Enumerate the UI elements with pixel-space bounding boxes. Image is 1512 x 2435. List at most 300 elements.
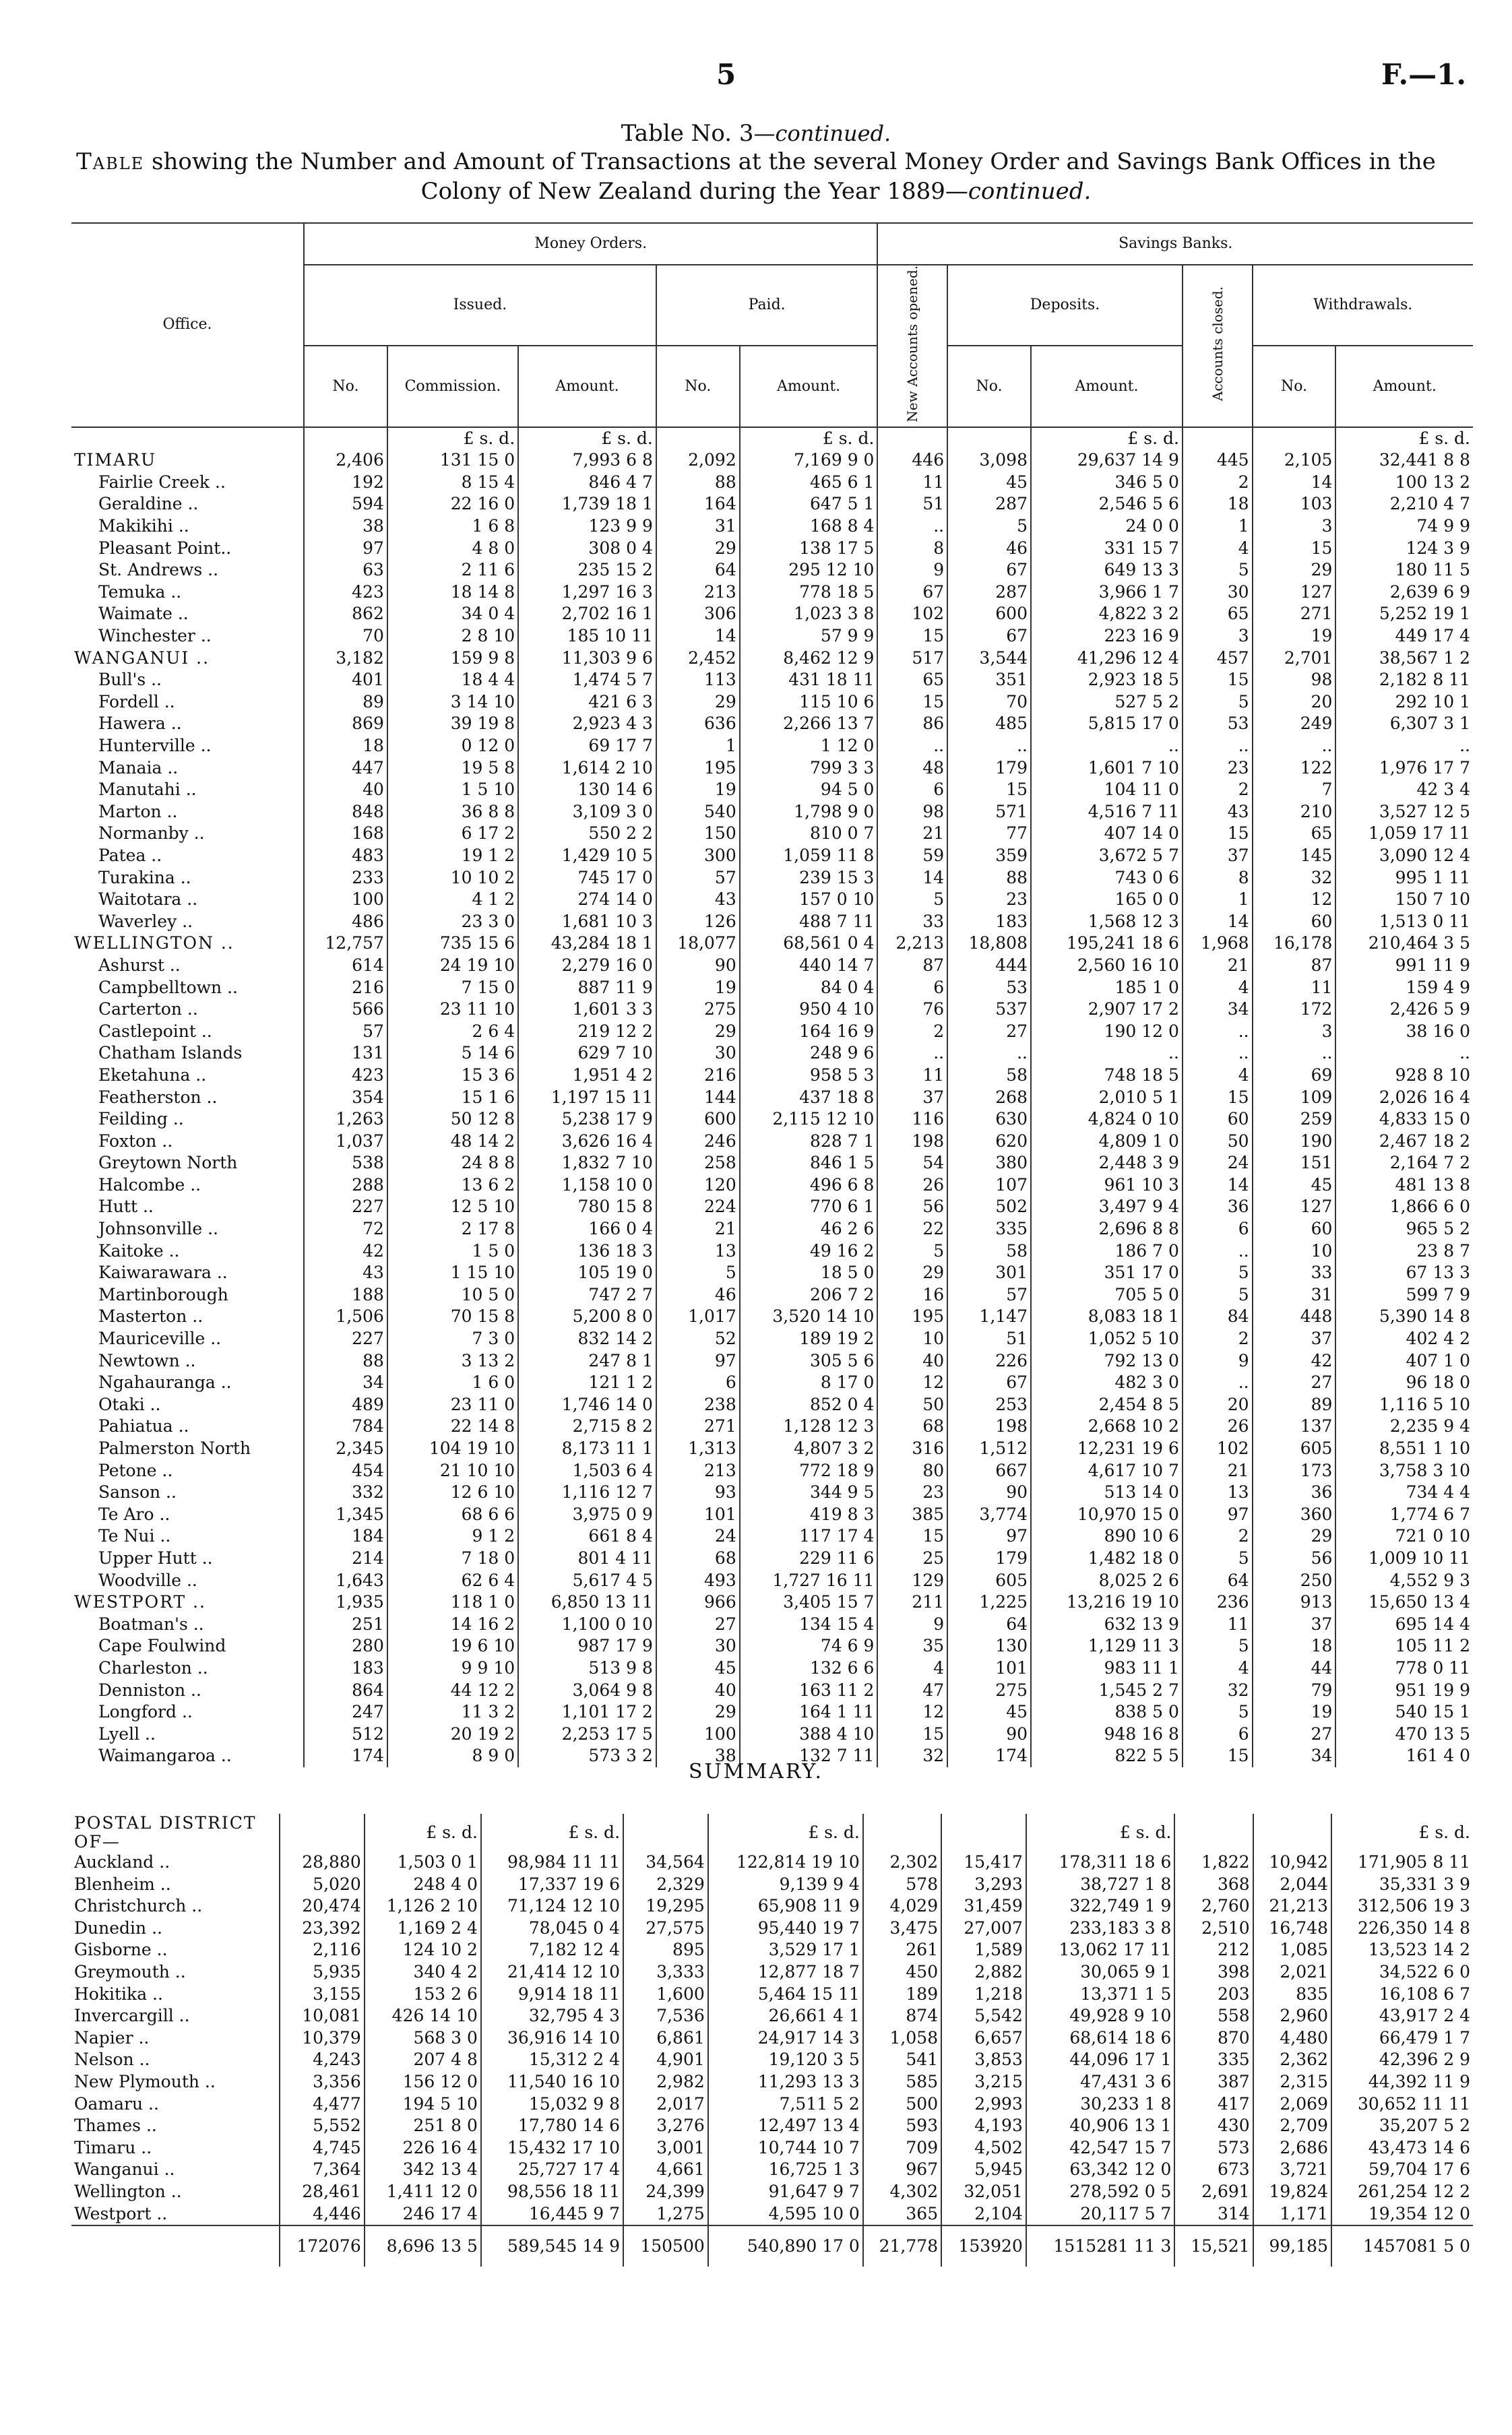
table-cell: 747 2 7 <box>518 1284 656 1306</box>
table-cell: 1,225 <box>947 1591 1031 1614</box>
table-cell: 1,263 <box>304 1108 387 1131</box>
table-cell: 32 <box>1183 1680 1253 1702</box>
table-cell: 5 <box>877 889 947 911</box>
table-cell: 3,966 1 7 <box>1031 581 1183 604</box>
table-row <box>71 713 1473 735</box>
table-row <box>71 1548 1473 1570</box>
table-row <box>71 625 1473 647</box>
table-cell: 131 <box>304 1042 387 1065</box>
summary-cell: 47,431 3 6 <box>1026 2071 1175 2093</box>
office-name: Pleasant Point.. <box>98 538 232 558</box>
table-cell: 15 <box>877 625 947 647</box>
table-cell: 224 <box>656 1196 740 1218</box>
summary-cell: 28,880 <box>280 1852 365 1874</box>
summary-cell: 25,727 17 4 <box>481 2159 623 2181</box>
table-cell: 2,560 16 10 <box>1031 955 1183 977</box>
summary-cell: 4,502 <box>941 2137 1026 2159</box>
summary-cell: 342 13 4 <box>365 2159 481 2181</box>
table-cell: 67 <box>947 1372 1031 1394</box>
summary-cell: 5,020 <box>280 1874 365 1896</box>
summary-cell: 2,329 <box>623 1874 708 1896</box>
table-cell: 1,643 <box>304 1570 387 1592</box>
summary-cell: 4,302 <box>863 2181 941 2203</box>
table-row <box>71 449 1473 472</box>
summary-cell: 2,993 <box>941 2093 1026 2116</box>
table-cell: 446 <box>877 449 947 472</box>
summary-cell: 7,511 5 2 <box>708 2093 863 2116</box>
table-cell: 772 18 9 <box>740 1460 878 1482</box>
table-cell: 983 11 1 <box>1031 1657 1183 1680</box>
table-cell: 134 15 4 <box>740 1614 878 1636</box>
table-cell: 219 12 2 <box>518 1021 656 1043</box>
summary-label: POSTAL DISTRICT OF— <box>74 1813 257 1852</box>
table-cell: 1,345 <box>304 1504 387 1526</box>
table-cell: 2,182 8 11 <box>1335 669 1473 691</box>
summary-cell: 194 5 10 <box>365 2093 481 2116</box>
table-cell: 2 8 10 <box>387 625 518 647</box>
table-cell: 2,448 3 9 <box>1031 1152 1183 1174</box>
table-cell: 1,727 16 11 <box>740 1570 878 1592</box>
table-cell: 24 0 0 <box>1031 515 1183 538</box>
summary-cell: 19,120 3 5 <box>708 2049 863 2071</box>
office-name: WANGANUI .. <box>74 647 210 668</box>
table-cell: 53 <box>1183 713 1253 735</box>
table-cell: 280 <box>304 1635 387 1657</box>
table-cell: 68 6 6 <box>387 1504 518 1526</box>
table-cell: 600 <box>947 603 1031 625</box>
summary-cell: 98,984 11 11 <box>481 1852 623 1874</box>
table-caption <box>73 147 1439 206</box>
table-cell: 179 <box>947 757 1031 780</box>
table-row <box>71 515 1473 538</box>
table-cell: 275 <box>656 999 740 1021</box>
summary-title: SUMMARY. <box>688 1760 824 1783</box>
summary-cell: 66,479 1 7 <box>1331 2027 1473 2050</box>
summary-cell: 578 <box>863 1874 941 1896</box>
table-cell: 46 <box>947 538 1031 560</box>
table-cell: 862 <box>304 603 387 625</box>
summary-cell: 4,595 10 0 <box>708 2203 863 2226</box>
office-name: WESTPORT .. <box>74 1592 206 1612</box>
summary-cell: 21,414 12 10 <box>481 1961 623 1984</box>
summary-cell: 49,928 9 10 <box>1026 2005 1175 2027</box>
table-cell: 332 <box>304 1482 387 1504</box>
table-cell: 60 <box>1183 1108 1253 1131</box>
deposits-header: Deposits. <box>947 265 1183 346</box>
units-spacer <box>656 427 740 450</box>
table-cell: 1,297 16 3 <box>518 581 656 604</box>
table-cell: 14 <box>1183 911 1253 933</box>
office-name: Woodville .. <box>98 1570 197 1590</box>
total-cell: 8,696 13 5 <box>365 2225 481 2267</box>
summary-row <box>71 2203 1473 2226</box>
table-row <box>71 1284 1473 1306</box>
table-cell: 1,976 17 7 <box>1335 757 1473 780</box>
table-cell: 770 6 1 <box>740 1196 878 1218</box>
summary-cell: 2,069 <box>1253 2093 1331 2116</box>
summary-cell: 398 <box>1174 1961 1253 1984</box>
table-cell: 23 8 7 <box>1335 1240 1473 1263</box>
table-cell: 13 6 2 <box>387 1174 518 1197</box>
summary-row <box>71 1961 1473 1984</box>
table-cell: 620 <box>947 1131 1031 1153</box>
title-suffix: —continued. <box>753 121 891 146</box>
table-cell: 67 <box>877 581 947 604</box>
summary-cell: 27,575 <box>623 1918 708 1940</box>
table-cell: 2,115 12 10 <box>740 1108 878 1131</box>
table-cell: 109 <box>1253 1087 1336 1109</box>
table-cell: 14 <box>1183 1174 1253 1197</box>
table-cell: 950 4 10 <box>740 999 878 1021</box>
table-cell: 961 10 3 <box>1031 1174 1183 1197</box>
table-cell: 137 <box>1253 1416 1336 1438</box>
table-row <box>71 1614 1473 1636</box>
table-row <box>71 1372 1473 1394</box>
table-cell: 512 <box>304 1724 387 1746</box>
office-name: Newtown .. <box>98 1350 196 1370</box>
table-cell: 2 6 4 <box>387 1021 518 1043</box>
summary-cell: 226,350 14 8 <box>1331 1918 1473 1940</box>
table-cell: 89 <box>1253 1394 1336 1416</box>
table-cell: 52 <box>656 1328 740 1350</box>
district-name: Blenheim .. <box>74 1874 171 1894</box>
summary-cell: 20,474 <box>280 1895 365 1918</box>
table-cell: 4,833 15 0 <box>1335 1108 1473 1131</box>
summary-cell: 2,017 <box>623 2093 708 2116</box>
summary-cell: 44,392 11 9 <box>1331 2071 1473 2093</box>
table-cell: 223 16 9 <box>1031 625 1183 647</box>
table-cell: 21 <box>656 1218 740 1240</box>
table-cell: 90 <box>947 1724 1031 1746</box>
summary-cell: 65,908 11 9 <box>708 1895 863 1918</box>
table-cell: 10 5 0 <box>387 1284 518 1306</box>
table-cell: 38,567 1 2 <box>1335 647 1473 670</box>
table-cell: .. <box>877 515 947 538</box>
summary-cell: 2,960 <box>1253 2005 1331 2027</box>
summary-cell: 20,117 5 7 <box>1026 2203 1175 2226</box>
table-cell: 118 1 0 <box>387 1591 518 1614</box>
table-cell: 465 6 1 <box>740 472 878 494</box>
table-cell: 869 <box>304 713 387 735</box>
summary-cell: 541 <box>863 2049 941 2071</box>
summary-cell: 34,564 <box>623 1852 708 1874</box>
summary-cell: 3,721 <box>1253 2159 1331 2181</box>
table-row <box>71 1525 1473 1548</box>
summary-cell: 1,411 12 0 <box>365 2181 481 2203</box>
table-cell: 129 <box>877 1570 947 1592</box>
table-cell: 5 <box>1183 1701 1253 1724</box>
office-name: Foxton .. <box>98 1131 173 1151</box>
table-cell: 351 <box>947 669 1031 691</box>
summary-row <box>71 2071 1473 2093</box>
office-name: Cape Foulwind <box>98 1636 226 1656</box>
summary-cell: 870 <box>1174 2027 1253 2050</box>
table-cell: 39 19 8 <box>387 713 518 735</box>
summary-row <box>71 2115 1473 2137</box>
table-cell: 448 <box>1253 1306 1336 1328</box>
table-cell: 11,303 9 6 <box>518 647 656 670</box>
table-row <box>71 1460 1473 1482</box>
table-cell: 540 <box>656 801 740 823</box>
summary-cell: 1,600 <box>623 1984 708 2006</box>
table-cell: 566 <box>304 999 387 1021</box>
summary-cell: 3,155 <box>280 1984 365 2006</box>
table-cell: 42 3 4 <box>1335 779 1473 801</box>
table-cell: 38 <box>656 1745 740 1767</box>
table-cell: 93 <box>656 1482 740 1504</box>
district-name: Wanganui .. <box>74 2159 175 2180</box>
table-cell: 271 <box>656 1416 740 1438</box>
office-name: Manutahi .. <box>98 780 197 800</box>
district-name: Nelson .. <box>74 2050 150 2070</box>
table-cell: 27 <box>656 1614 740 1636</box>
table-cell: 1 15 10 <box>387 1262 518 1284</box>
table-cell: 8 <box>877 538 947 560</box>
table-row <box>71 955 1473 977</box>
summary-cell: 32,795 4 3 <box>481 2005 623 2027</box>
table-cell: 2,213 <box>877 932 947 955</box>
table-cell: 1,116 5 10 <box>1335 1394 1473 1416</box>
table-cell: 102 <box>1183 1438 1253 1460</box>
table-cell: 44 12 2 <box>387 1680 518 1702</box>
table-cell: 24 <box>656 1525 740 1548</box>
table-cell: 27 <box>1253 1372 1336 1394</box>
table-cell: 360 <box>1253 1504 1336 1526</box>
table-cell: 19 <box>656 977 740 999</box>
table-cell: 58 <box>947 1240 1031 1263</box>
table-cell: 29 <box>656 1701 740 1724</box>
summary-cell: 19,295 <box>623 1895 708 1918</box>
office-name: Martinborough <box>98 1284 228 1304</box>
summary-cell: 13,062 17 11 <box>1026 1939 1175 1961</box>
table-cell: 60 <box>1253 1218 1336 1240</box>
office-name: Kaiwarawara .. <box>98 1263 228 1283</box>
table-cell: 157 0 10 <box>740 889 878 911</box>
summary-cell: 3,215 <box>941 2071 1026 2093</box>
summary-cell: 34,522 6 0 <box>1331 1961 1473 1984</box>
table-cell: 51 <box>947 1328 1031 1350</box>
summary-cell: 2,104 <box>941 2203 1026 2226</box>
table-cell: 13 <box>656 1240 740 1263</box>
table-cell: 1,601 3 3 <box>518 999 656 1021</box>
summary-cell: 59,704 17 6 <box>1331 2159 1473 2181</box>
table-row <box>71 1262 1473 1284</box>
table-cell: 2,345 <box>304 1438 387 1460</box>
table-cell: 36 <box>1253 1482 1336 1504</box>
summary-cell: 156 12 0 <box>365 2071 481 2093</box>
table-cell: 1,429 10 5 <box>518 845 656 867</box>
table-cell: 13,216 19 10 <box>1031 1591 1183 1614</box>
table-cell: 10 10 2 <box>387 867 518 889</box>
table-cell: 198 <box>877 1131 947 1153</box>
table-cell: 127 <box>1253 1196 1336 1218</box>
table-cell: 210,464 3 5 <box>1335 932 1473 955</box>
table-cell: 47 <box>877 1680 947 1702</box>
table-cell: 1,746 14 0 <box>518 1394 656 1416</box>
table-cell: 948 16 8 <box>1031 1724 1183 1746</box>
table-cell: 1,037 <box>304 1131 387 1153</box>
table-cell: 1,568 12 3 <box>1031 911 1183 933</box>
table-row <box>71 1657 1473 1680</box>
summary-cell: 3,853 <box>941 2049 1026 2071</box>
table-cell: 667 <box>947 1460 1031 1482</box>
summary-cell: 278,592 0 5 <box>1026 2181 1175 2203</box>
table-cell: 2,010 5 1 <box>1031 1087 1183 1109</box>
table-cell: 958 5 3 <box>740 1065 878 1087</box>
district-name: Hokitika .. <box>74 1984 163 2004</box>
table-cell: 19 5 8 <box>387 757 518 780</box>
total-cell: 150500 <box>623 2225 708 2267</box>
table-cell: 34 <box>304 1372 387 1394</box>
table-cell: 136 18 3 <box>518 1240 656 1263</box>
table-cell: 29,637 14 9 <box>1031 449 1183 472</box>
summary-cell: 6,861 <box>623 2027 708 2050</box>
table-cell: 132 6 6 <box>740 1657 878 1680</box>
table-cell: 748 18 5 <box>1031 1065 1183 1087</box>
table-cell: 49 16 2 <box>740 1240 878 1263</box>
table-cell: 275 <box>947 1680 1031 1702</box>
table-row <box>71 823 1473 845</box>
units-spacer <box>877 427 947 450</box>
table-cell: 40 <box>304 779 387 801</box>
table-cell: 780 15 8 <box>518 1196 656 1218</box>
table-cell: 801 4 11 <box>518 1548 656 1570</box>
table-cell: 31 <box>656 515 740 538</box>
table-cell: 483 <box>304 845 387 867</box>
table-cell: 331 15 7 <box>1031 538 1183 560</box>
table-cell: 96 18 0 <box>1335 1372 1473 1394</box>
summary-cell: 13,371 1 5 <box>1026 1984 1175 2006</box>
table-cell: 126 <box>656 911 740 933</box>
table-cell: 661 8 4 <box>518 1525 656 1548</box>
table-cell: 226 <box>947 1350 1031 1372</box>
table-cell: .. <box>1183 1240 1253 1263</box>
summary-cell: 153 2 6 <box>365 1984 481 2006</box>
table-cell: 233 <box>304 867 387 889</box>
table-row <box>71 1306 1473 1328</box>
table-cell: 402 4 2 <box>1335 1328 1473 1350</box>
district-name: Gisborne .. <box>74 1940 168 1960</box>
table-cell: 3,098 <box>947 449 1031 472</box>
table-cell: 354 <box>304 1087 387 1109</box>
table-row <box>71 647 1473 670</box>
table-cell: 24 8 8 <box>387 1152 518 1174</box>
summary-cell: 189 <box>863 1984 941 2006</box>
summary-cell: 2,510 <box>1174 1918 1253 1940</box>
summary-row <box>71 2181 1473 2203</box>
summary-cell: 1,503 0 1 <box>365 1852 481 1874</box>
office-name: Normanby .. <box>98 823 205 844</box>
withdrawals-amount-header: Amount. <box>1335 346 1473 426</box>
table-cell: 57 9 9 <box>740 625 878 647</box>
table-cell: 10,970 15 0 <box>1031 1504 1183 1526</box>
table-cell: 67 <box>947 625 1031 647</box>
table-cell: 7 3 0 <box>387 1328 518 1350</box>
summary-cell: 36,916 14 10 <box>481 2027 623 2050</box>
table-cell: 573 3 2 <box>518 1745 656 1767</box>
table-row <box>71 1591 1473 1614</box>
table-cell: 68,561 0 4 <box>740 932 878 955</box>
table-cell: 913 <box>1253 1591 1336 1614</box>
table-cell: 268 <box>947 1087 1031 1109</box>
table-cell: 164 <box>656 493 740 515</box>
table-cell: .. <box>1335 735 1473 757</box>
table-cell: 189 19 2 <box>740 1328 878 1350</box>
table-cell: 185 1 0 <box>1031 977 1183 999</box>
table-cell: 493 <box>656 1570 740 1592</box>
table-cell: 3,182 <box>304 647 387 670</box>
table-cell: 1,935 <box>304 1591 387 1614</box>
table-cell: 705 5 0 <box>1031 1284 1183 1306</box>
table-row <box>71 779 1473 801</box>
table-cell: 198 <box>947 1416 1031 1438</box>
table-cell: 50 12 8 <box>387 1108 518 1131</box>
table-cell: 5,617 4 5 <box>518 1570 656 1592</box>
table-cell: 29 <box>1253 1525 1336 1548</box>
table-cell: 41,296 12 4 <box>1031 647 1183 670</box>
table-cell: 213 <box>656 581 740 604</box>
table-cell: 32,441 8 8 <box>1335 449 1473 472</box>
table-cell: 3,758 3 10 <box>1335 1460 1473 1482</box>
table-cell: 104 11 0 <box>1031 779 1183 801</box>
summary-cell: 11,540 16 10 <box>481 2071 623 2093</box>
table-cell: 44 <box>1253 1657 1336 1680</box>
summary-cell: 23,392 <box>280 1918 365 1940</box>
table-cell: 173 <box>1253 1460 1336 1482</box>
table-cell: 3 14 10 <box>387 691 518 714</box>
table-cell: 25 <box>877 1548 947 1570</box>
table-row <box>71 1570 1473 1592</box>
office-name: Denniston .. <box>98 1680 201 1700</box>
table-cell: 2 <box>1183 1525 1253 1548</box>
table-cell: 105 19 0 <box>518 1262 656 1284</box>
table-cell: 15 1 6 <box>387 1087 518 1109</box>
table-cell: 21 <box>1183 955 1253 977</box>
table-cell: 90 <box>656 955 740 977</box>
table-cell: 34 <box>1183 999 1253 1021</box>
district-name: Greymouth .. <box>74 1961 186 1982</box>
table-cell: 5 <box>1183 1284 1253 1306</box>
table-cell: 10 <box>1253 1240 1336 1263</box>
table-cell: 6 <box>1183 1724 1253 1746</box>
table-cell: 24 <box>1183 1152 1253 1174</box>
units-spacer <box>1174 1814 1253 1852</box>
summary-cell: 17,780 14 6 <box>481 2115 623 2137</box>
table-cell: 37 <box>1253 1614 1336 1636</box>
table-cell: 792 13 0 <box>1031 1350 1183 1372</box>
table-cell: 951 19 9 <box>1335 1680 1473 1702</box>
table-cell: 2 11 6 <box>387 559 518 581</box>
table-cell: 32 <box>1253 867 1336 889</box>
table-cell: 8 <box>1183 867 1253 889</box>
office-name: Makikihi .. <box>98 516 189 536</box>
summary-units: £ s. d. <box>1331 1814 1473 1852</box>
table-cell: 65 <box>1183 603 1253 625</box>
summary-cell: 450 <box>863 1961 941 1984</box>
table-cell: 832 14 2 <box>518 1328 656 1350</box>
table-cell: 6,850 13 11 <box>518 1591 656 1614</box>
table-cell: 287 <box>947 581 1031 604</box>
table-cell: 30 <box>1183 581 1253 604</box>
summary-cell: 95,440 19 7 <box>708 1918 863 1940</box>
table-cell: .. <box>1031 735 1183 757</box>
paid-no-header: No. <box>656 346 740 426</box>
summary-units: £ s. d. <box>1026 1814 1175 1852</box>
table-cell: 57 <box>656 867 740 889</box>
table-cell: 117 17 4 <box>740 1525 878 1548</box>
table-cell: 6 <box>1183 1218 1253 1240</box>
summary-row <box>71 2159 1473 2181</box>
